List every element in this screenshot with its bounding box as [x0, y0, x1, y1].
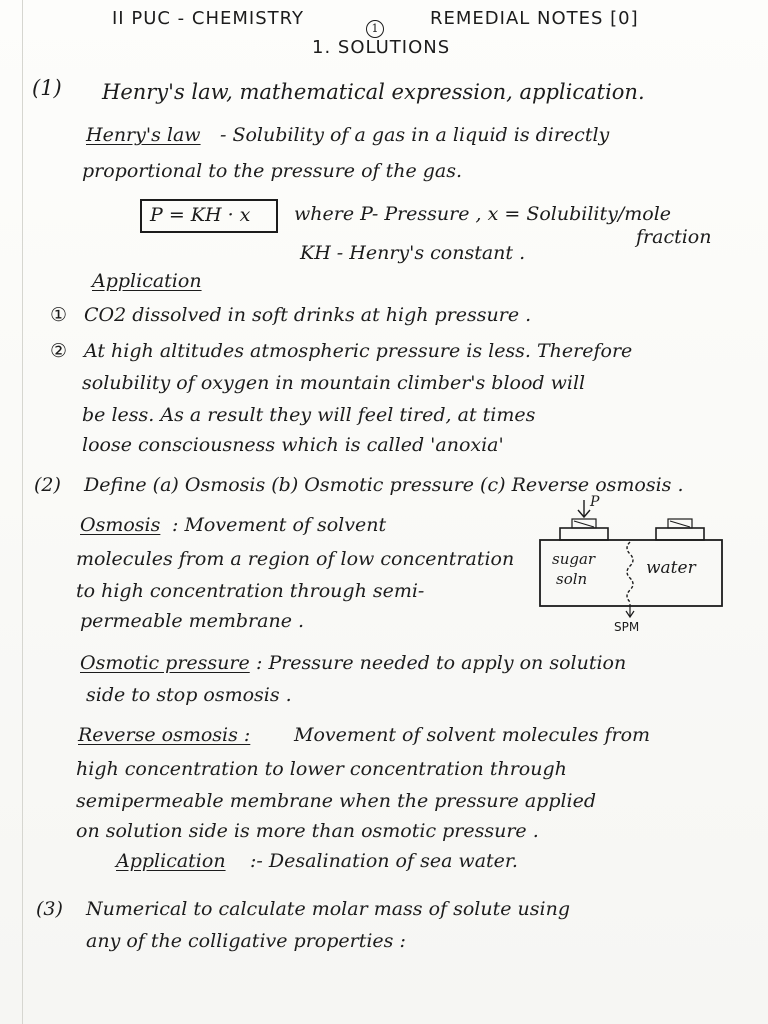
diagram-pressure-label: P [590, 494, 600, 510]
diagram-spm-label: SPM [614, 620, 640, 634]
q1-application-heading: Application [92, 270, 202, 292]
osmosis-line-1: : Movement of solvent [172, 514, 387, 536]
formula-where-1: where P- Pressure , x = Solubility/mole [294, 203, 672, 225]
app2-line-2: solubility of oxygen in mountain climber's blood will [82, 372, 586, 394]
app2-number: ② [50, 340, 68, 362]
q3-line-2: any of the colligative properties : [86, 930, 406, 952]
q3-line-1: Numerical to calculate molar mass of solute using [86, 898, 570, 920]
reverse-osmosis-line-1: Movement of solvent molecules from [294, 724, 651, 746]
diagram-sugar-label: sugar [552, 550, 596, 568]
henrys-law-def-2: proportional to the pressure of the gas. [82, 160, 463, 182]
reverse-osmosis-label: Reverse osmosis : [78, 724, 251, 746]
reverse-osmosis-line-3: semipermeable membrane when the pressure applied [76, 790, 597, 812]
osmosis-line-3: to high concentration through semi- [76, 580, 425, 602]
q1-number: (1) [32, 76, 62, 100]
formula-where-fraction: fraction [636, 226, 712, 248]
osmotic-pressure-label: Osmotic pressure [80, 652, 250, 674]
q1-question: Henry's law, mathematical expression, application. [102, 80, 645, 104]
app2-line-4: loose consciousness which is called 'anoxia' [82, 434, 504, 456]
unit-title: 1. SOLUTIONS [312, 37, 451, 58]
q2-question: Define (a) Osmosis (b) Osmotic pressure (c) Reverse osmosis . [84, 474, 684, 496]
osmotic-pressure-line-2: side to stop osmosis . [86, 684, 292, 706]
q2-application-text: :- Desalination of sea water. [250, 850, 518, 872]
app1-number: ① [50, 304, 68, 326]
q3-number: (3) [36, 898, 63, 920]
diagram-soln-label: soln [556, 570, 588, 588]
osmotic-pressure-line-1: : Pressure needed to apply on solution [256, 652, 627, 674]
unit-number: 1 [366, 20, 384, 38]
henrys-formula: P = KH · x [150, 204, 251, 226]
app1-text: CO2 dissolved in soft drinks at high pressure . [84, 304, 532, 326]
app2-line-3: be less. As a result they will feel tired, at times [82, 404, 536, 426]
osmosis-line-4: permeable membrane . [80, 610, 305, 632]
app2-line-1: At high altitudes atmospheric pressure is less. Therefore [84, 340, 633, 362]
formula-where-2: KH - Henry's constant . [300, 242, 526, 264]
henrys-law-def-1: - Solubility of a gas in a liquid is directly [220, 124, 610, 146]
osmosis-line-2: molecules from a region of low concentration [76, 548, 515, 570]
reverse-osmosis-line-2: high concentration to lower concentration through [76, 758, 567, 780]
q2-application-label: Application [116, 850, 226, 872]
henrys-law-label: Henry's law [86, 124, 201, 146]
diagram-water-label: water [646, 558, 696, 578]
osmosis-label: Osmosis [80, 514, 161, 536]
reverse-osmosis-line-4: on solution side is more than osmotic pressure . [76, 820, 539, 842]
q2-number: (2) [34, 474, 61, 496]
course-title: II PUC - CHEMISTRY [112, 8, 304, 29]
notes-title: REMEDIAL NOTES [0] [430, 8, 639, 29]
